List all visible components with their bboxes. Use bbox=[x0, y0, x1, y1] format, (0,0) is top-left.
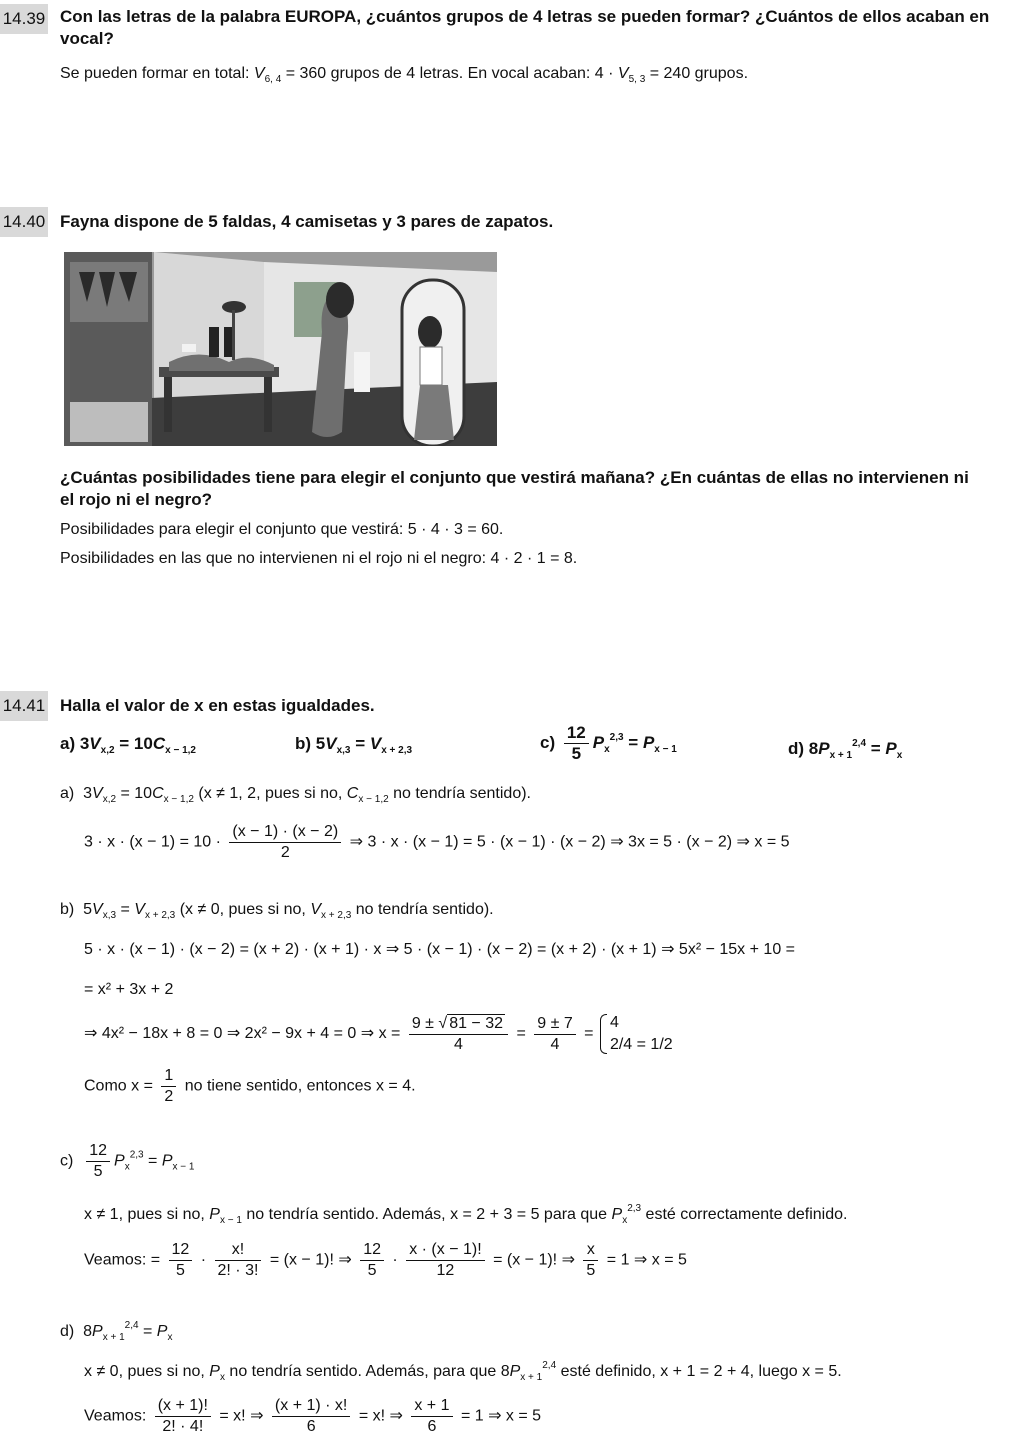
problem-number-41: 14.41 bbox=[0, 691, 48, 721]
equation-d: d) $8P_{x + 1}^{2,4} = P_x$ bbox=[788, 738, 903, 761]
answer-40-total: Posibilidades para elegir el conjunto que vestirá: 5 · 4 · 3 = 60. bbox=[60, 521, 504, 538]
equation-a: a) $3V_{x,2} = 10C_{x - 1,2}$ bbox=[60, 734, 196, 756]
answer-40-no-red-black: Posibilidades en las que no intervienen ni el rojo ni el negro: 4 · 2 · 1 = 8. bbox=[60, 550, 578, 567]
problem-number-40: 14.40 bbox=[0, 207, 48, 237]
solution-b-statement: b) $5V_{x,3} = V_{x + 2,3}$ (x ≠ 0, pues si no, $V_{x + 2,3}$ no tendría sentido). bbox=[60, 901, 494, 921]
solution-d-statement: d) $8P_{x + 1}^{2,4} = P_x$ bbox=[60, 1320, 173, 1343]
solution-c-statement: c) $\frac{12}{5}$ $P_x^{2,3} = P_{x - 1}$ bbox=[60, 1142, 195, 1180]
solution-c-verification: Veamos: = $\frac{12}{5}$ · $\frac{x!}{2! \cdot 3!}$ = (x − 1)! ⇒ $\frac{12}{5}$ · $\frac{x \cdot (x - 1)!}{12}$ = (x − 1)! ⇒ $\frac{x}{5}$ = 1 ⇒ x = 5 bbox=[84, 1241, 687, 1279]
solution-b-conclusion: Como x = $\frac{1}{2}$ no tiene sentido, entonces x = 4. bbox=[84, 1067, 416, 1105]
equation-c: c) $\frac{12}{5}$ $P_x^{2,3} = P_{x - 1}$ bbox=[540, 723, 677, 764]
solution-d-condition: x ≠ 0, pues si no, $P_x$ no tendría sentido. Además, para que $8P_{x + 1}^{2,4}$ esté definido, x + 1 = 2 + 4, luego x = 5. bbox=[84, 1360, 842, 1383]
problem-question-40: ¿Cuántas posibilidades tiene para elegir el conjunto que vestirá mañana? ¿En cuántas de ellas no intervienen ni el rojo ni el negro? bbox=[60, 468, 969, 509]
answer-39: Se pueden formar en total: $V_{6, 4} = 360$ grupos de 4 letras. En vocal acaban: $4 \cdot V_{5, 3} = 240$ grupos. bbox=[60, 65, 749, 85]
solution-a-statement: a) $3V_{x,2} = 10C_{x - 1,2}$ (x ≠ 1, 2, pues si no, $C_{x - 1,2}$ no tendría sentido). bbox=[60, 785, 531, 805]
problem-title-39: Con las letras de la palabra EUROPA, ¿cuántos grupos de 4 letras se pueden formar? ¿Cuántos de ellos acaban en vocal? bbox=[60, 7, 990, 48]
solution-b-equation-2: = x² + 3x + 2 bbox=[84, 981, 174, 998]
problem-number-39: 14.39 bbox=[0, 4, 48, 34]
solution-c-condition: x ≠ 1, pues si no, $P_{x - 1}$ no tendría sentido. Además, x = 2 + 3 = 5 para que $P_x^{2,3}$ esté correctamente definido. bbox=[84, 1203, 848, 1226]
solution-a-equation: 3 · x · (x − 1) = 10 · $\frac{(x - 1) \cdot (x - 2)}{2}$ ⇒ 3 · x · (x − 1) = 5 · (x − 1) · (x − 2) ⇒ 3x = 5 · (x − 2) ⇒ x = 5 bbox=[84, 823, 790, 861]
solution-b-equation-3: ⇒ 4x² − 18x + 8 = 0 ⇒ 2x² − 9x + 4 = 0 ⇒ x = $\frac{9 \pm √ 81 - 32}{4}$ = $\frac{9 \pm 7}{4}$ = 4 2/4 = 1/2 bbox=[84, 1012, 673, 1056]
solution-d-verification: Veamos: $\frac{(x + 1)!}{2! \cdot 4!}$ = x! ⇒ $\frac{(x + 1) \cdot x!}{6}$ = x! ⇒ $\frac{x + 1}{6}$ = 1 ⇒ x = 5 bbox=[84, 1397, 542, 1435]
problem-title-41: Halla el valor de x en estas igualdades. bbox=[60, 696, 375, 715]
problem-title-40: Fayna dispone de 5 faldas, 4 camisetas y 3 pares de zapatos. bbox=[60, 212, 554, 231]
equation-b: b) $5V_{x,3} = V_{x + 2,3}$ bbox=[295, 734, 413, 756]
solution-b-equation-1: 5 · x · (x − 1) · (x − 2) = (x + 2) · (x + 1) · x ⇒ 5 · (x − 1) · (x − 2) = (x + 2) · (x + 1) ⇒ 5x² − 15x + 10 = bbox=[84, 941, 795, 958]
dressing-room-illustration bbox=[64, 252, 497, 446]
